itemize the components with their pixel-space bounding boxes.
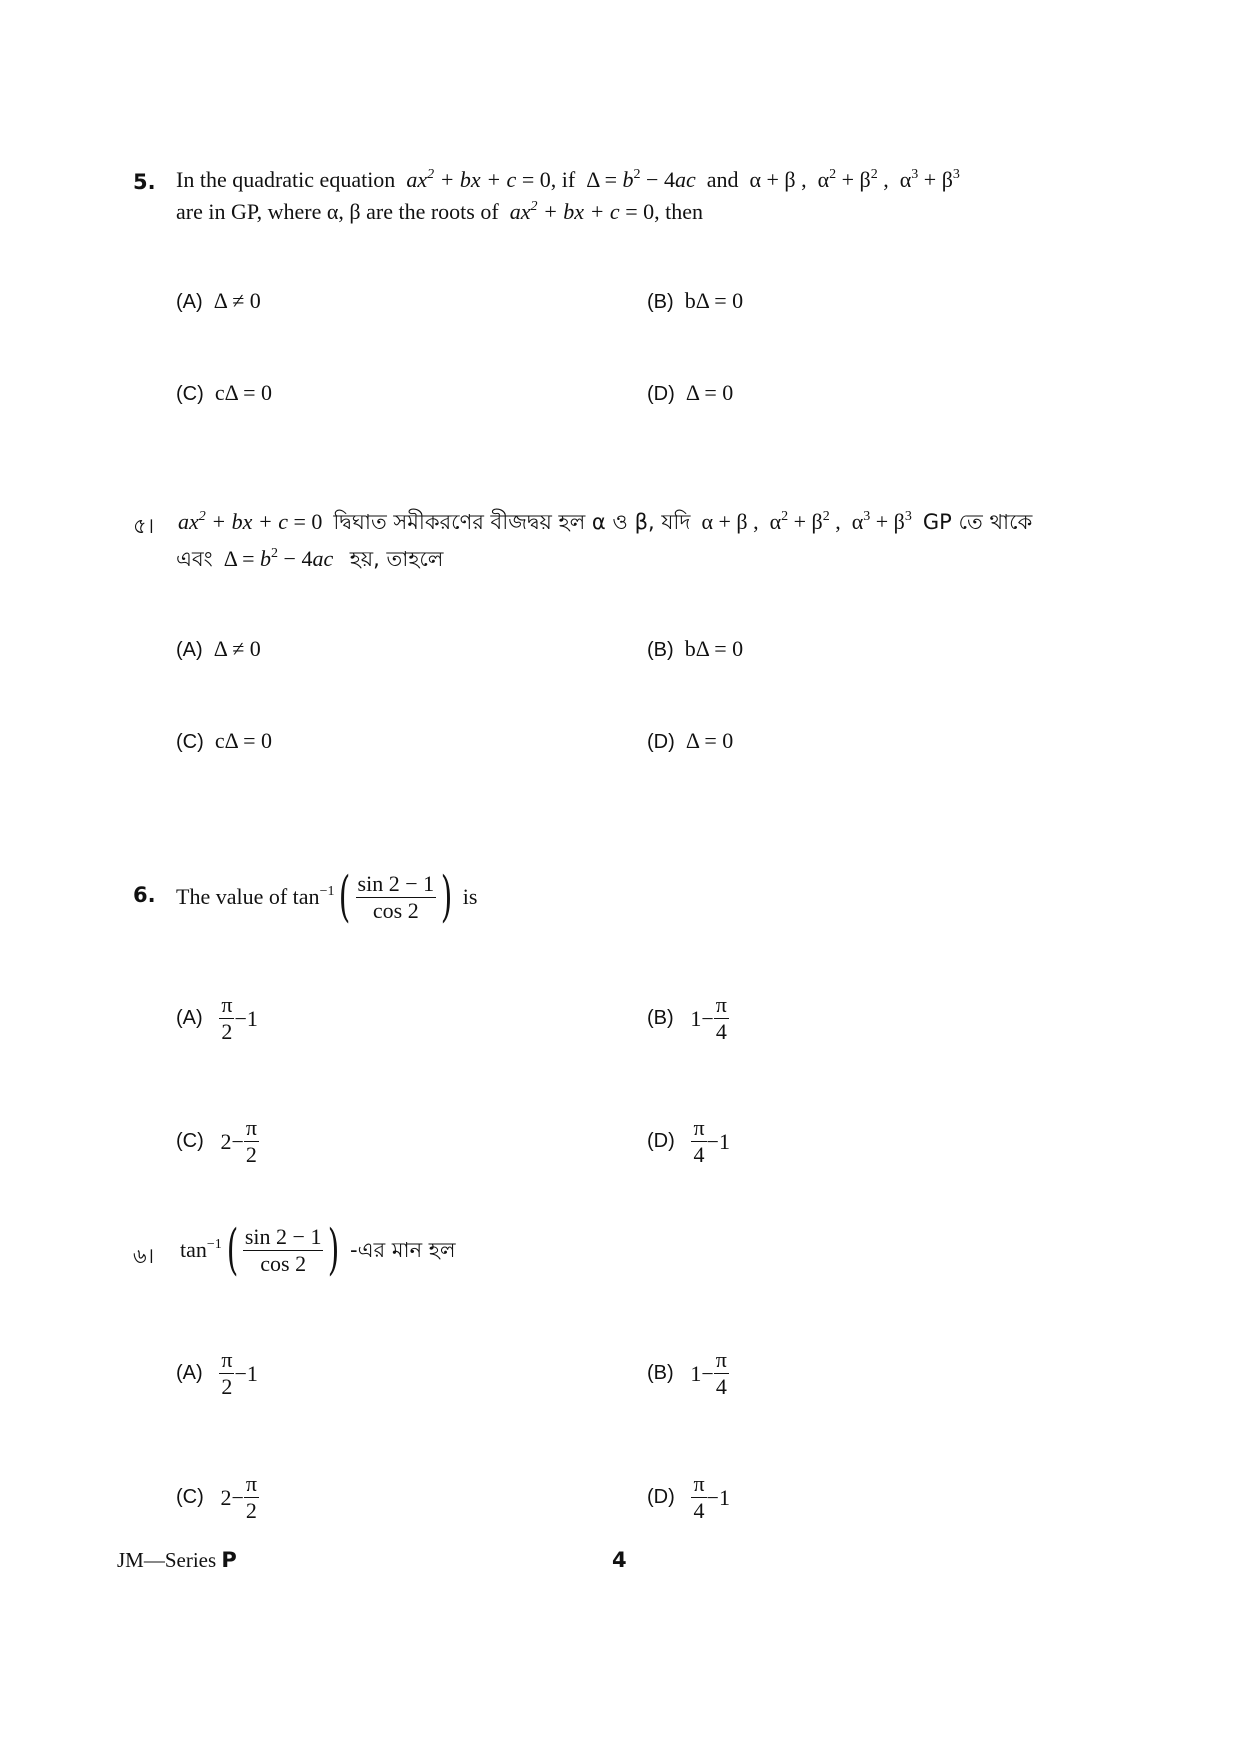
- option-fraction: [219, 1348, 234, 1399]
- option-fraction: [691, 1472, 706, 1523]
- option-expr: bΔ = 0: [684, 636, 744, 661]
- option-label: (D): [647, 1486, 675, 1508]
- fraction-numerator: sin 2 − 1: [244, 1223, 322, 1249]
- option-label: (D): [647, 731, 675, 753]
- option-b[interactable]: [647, 636, 743, 662]
- option-fraction: [714, 993, 729, 1044]
- option-label: (A): [176, 291, 203, 313]
- equation-discriminant-bn: $\Delta = b^2 - 4ac$: [223, 546, 334, 571]
- question-5-mid: , if: [550, 167, 576, 192]
- right-paren: ): [328, 1218, 340, 1281]
- option-post: −1: [234, 1005, 258, 1031]
- question-6-bn-number: ৬।: [133, 1244, 155, 1268]
- question-5-prefix: In the quadratic equation: [176, 167, 396, 192]
- question-5-bn-end: GP তে থাকে: [922, 510, 1033, 534]
- question-6-suffix: is: [462, 884, 478, 909]
- option-d[interactable]: [647, 728, 733, 754]
- fraction-numerator: π: [245, 1115, 257, 1140]
- question-5-and: and: [706, 167, 739, 192]
- fraction-denominator: 2: [245, 1142, 257, 1167]
- option-a[interactable]: [176, 636, 261, 662]
- option-label: (C): [176, 1130, 204, 1152]
- option-label: (B): [647, 639, 674, 661]
- option-c[interactable]: [176, 1472, 259, 1523]
- fraction: [356, 872, 437, 923]
- fraction-denominator: 2: [221, 1019, 233, 1044]
- question-5-line1: In the quadratic equation $ax^2$ + bx + c = 0, if $\Delta = b^2 - 4ac$ and α + β , $\alpha^2 + \beta^2$ , $\alpha^3 + \beta^3$: [176, 167, 960, 192]
- option-fraction: [244, 1472, 259, 1523]
- fraction-numerator: π: [693, 1471, 705, 1496]
- option-label: (D): [647, 383, 675, 405]
- fraction-denominator: 2: [221, 1374, 233, 1399]
- tan-inverse: [180, 1234, 222, 1266]
- func-exponent: −1: [206, 1237, 222, 1252]
- question-5-bn-number: ৫।: [133, 514, 155, 538]
- option-d[interactable]: [647, 380, 733, 406]
- option-pre: 2−: [220, 1484, 244, 1510]
- option-label: (D): [647, 1130, 675, 1152]
- fraction-denominator: cos 2: [372, 897, 419, 923]
- page-number: 4: [612, 1548, 627, 1572]
- left-paren: (: [339, 865, 351, 928]
- fraction-numerator: π: [715, 992, 727, 1017]
- fraction-denominator: cos 2: [260, 1250, 307, 1276]
- func-name: tan: [180, 1237, 207, 1262]
- option-label: (C): [176, 383, 204, 405]
- option-post: −1: [706, 1128, 730, 1154]
- series-letter: P: [221, 1548, 237, 1572]
- fraction-numerator: π: [221, 992, 233, 1017]
- question-6-line: [176, 862, 477, 932]
- option-expr: Δ ≠ 0: [213, 636, 261, 661]
- option-b[interactable]: [647, 288, 743, 314]
- option-a[interactable]: [176, 1348, 258, 1399]
- option-expr: Δ ≠ 0: [213, 288, 261, 313]
- equation-quadratic-2: $ax^2$ + bx + c: [509, 199, 620, 224]
- fraction-numerator: π: [693, 1115, 705, 1140]
- option-pre: 1−: [690, 1360, 714, 1386]
- question-5-number: 5.: [133, 170, 156, 194]
- fraction-numerator: π: [245, 1471, 257, 1496]
- option-a[interactable]: [176, 993, 258, 1044]
- series-label: [117, 1548, 237, 1573]
- option-b[interactable]: [647, 1348, 729, 1399]
- right-paren: ): [440, 865, 453, 928]
- option-a[interactable]: [176, 288, 261, 314]
- question-6-bn-suffix: -এর মান হল: [350, 1238, 456, 1262]
- fraction-denominator: 4: [715, 1374, 727, 1399]
- fraction-denominator: 2: [245, 1498, 257, 1523]
- option-d[interactable]: [647, 1116, 730, 1167]
- left-paren: (: [226, 1218, 239, 1281]
- equation-discriminant: $\Delta = b^2 - 4ac$: [586, 167, 696, 192]
- question-5-bn-start: এবং: [176, 547, 213, 571]
- question-5-bn-text: দ্বিঘাত সমীকরণের বীজদ্বয় হল α ও β, যদি: [333, 510, 691, 534]
- question-5-line2-text: are in GP, where α, β are the roots of: [176, 199, 499, 224]
- fraction-numerator: sin 2 − 1: [357, 870, 435, 896]
- series-prefix: JM—Series: [117, 1548, 217, 1572]
- option-post: −1: [234, 1360, 258, 1386]
- question-6-number: 6.: [133, 883, 156, 907]
- question-6-prefix: The value of: [176, 884, 288, 909]
- option-label: (B): [647, 1007, 674, 1029]
- option-pre: 1−: [690, 1005, 714, 1031]
- option-post: −1: [706, 1484, 730, 1510]
- option-c[interactable]: [176, 1116, 259, 1167]
- option-pre: 2−: [220, 1128, 244, 1154]
- fraction-denominator: 4: [715, 1019, 727, 1044]
- question-5-line2: are in GP, where α, β are the roots of $ax^2$ + bx + c = 0, then: [176, 199, 703, 224]
- equation-quadratic: $ax^2$ + bx + c: [406, 167, 517, 192]
- option-fraction: [244, 1116, 259, 1167]
- option-label: (C): [176, 731, 204, 753]
- option-c[interactable]: [176, 380, 272, 406]
- question-6-bn-line: [180, 1215, 455, 1285]
- option-c[interactable]: [176, 728, 272, 754]
- fraction-denominator: 4: [693, 1498, 705, 1523]
- option-fraction: [219, 993, 234, 1044]
- option-label: (A): [176, 639, 203, 661]
- fraction-numerator: π: [221, 1347, 233, 1372]
- option-label: (A): [176, 1007, 203, 1029]
- option-expr: cΔ = 0: [214, 380, 272, 405]
- fraction-numerator: π: [715, 1347, 727, 1372]
- option-b[interactable]: [647, 993, 729, 1044]
- option-label: (C): [176, 1486, 204, 1508]
- fraction: [243, 1225, 324, 1276]
- func-name: tan: [292, 884, 320, 909]
- option-d[interactable]: [647, 1472, 730, 1523]
- option-expr: Δ = 0: [685, 728, 734, 753]
- equation-quadratic-bn: $ax^2$ + bx + c: [178, 509, 288, 534]
- option-expr: cΔ = 0: [214, 728, 272, 753]
- option-label: (B): [647, 1362, 674, 1384]
- question-5-bn-line2-end: হয়, তাহলে: [349, 547, 444, 571]
- func-exponent: −1: [319, 884, 335, 899]
- equation-gp-terms-bn: α + β , $\alpha^2 + \beta^2$ , $\alpha^3 + \beta^3$: [701, 509, 912, 534]
- question-5-bn-line2: [176, 543, 443, 575]
- question-5-bn-line1: $ax^2$ + bx + c = 0 দ্বিঘাত সমীকরণের বীজদ্বয় হল α ও β, যদি α + β , $\alpha^2 + \beta^2$ , $\alpha^3 + \beta^3$ GP তে থাকে: [178, 509, 1033, 534]
- equation-gp-terms: α + β , $\alpha^2 + \beta^2$ , $\alpha^3 + \beta^3$: [749, 167, 960, 192]
- option-fraction: [714, 1348, 729, 1399]
- option-label: (B): [647, 291, 674, 313]
- option-label: (A): [176, 1362, 203, 1384]
- tan-inverse: [293, 881, 335, 913]
- option-expr: bΔ = 0: [684, 288, 744, 313]
- question-5-end: , then: [654, 199, 703, 224]
- fraction-denominator: 4: [693, 1142, 705, 1167]
- option-expr: Δ = 0: [685, 380, 734, 405]
- option-fraction: [691, 1116, 706, 1167]
